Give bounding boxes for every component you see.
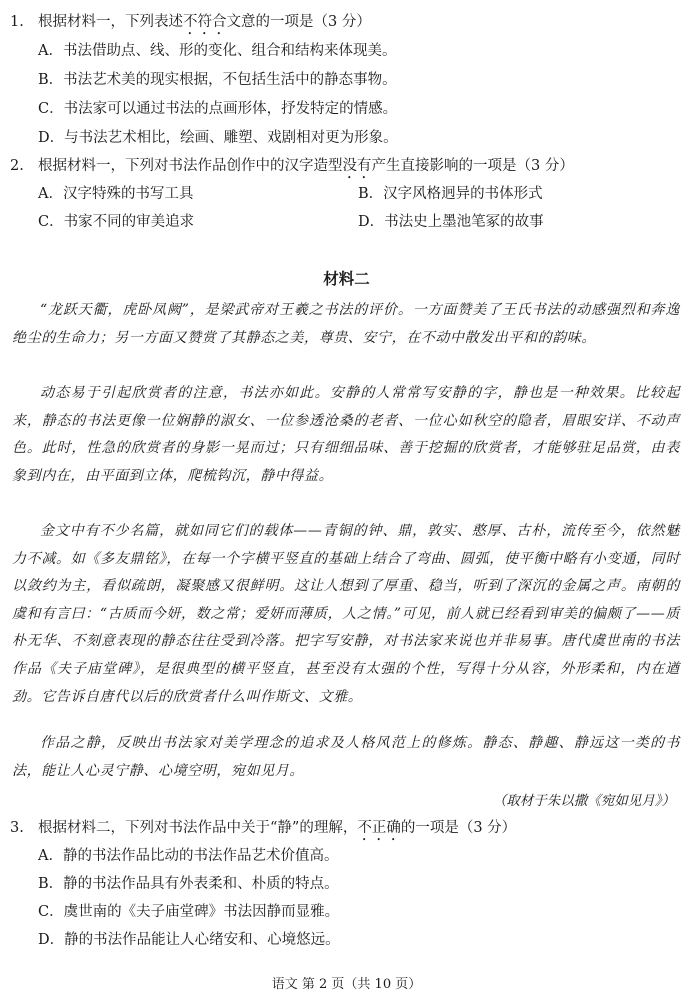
question-1-number: 1.	[10, 14, 24, 30]
question-1-option-d: D．与书法艺术相比，绘画、雕塑、戏剧相对更为形象。	[38, 130, 398, 146]
question-1-stem-emphasis: 不符合	[183, 14, 227, 30]
material-2-paragraph-1: “龙跃天衢，虎卧凤阙”，是梁武帝对王羲之书法的评价。一方面赞美了王氏书法的动感强烈和奔逸绝尘的生命力；另一方面又赞赏了其静态之美，尊贵、安宁，在不动中散发出平和的韵味。	[12, 302, 680, 346]
question-1-stem-pre: 根据材料一，下列表述	[38, 14, 183, 30]
question-3-stem-post: 的一项是（3 分）	[400, 820, 517, 836]
question-1-stem	[10, 12, 683, 38]
question-1-stem-post: 文意的一项是（3 分）	[226, 14, 371, 30]
question-2-stem-emphasis: 没有	[342, 158, 372, 174]
question-2-option-d: D．书法史上墨池笔冢的故事	[358, 214, 544, 230]
material-2-paragraph-3: 金文中有不少名篇，就如同它们的载体——青铜的钟、鼎，敦实、憨厚、古朴，流传至今，依然魅力不减。如《多友鼎铭》，在每一个字横平竖直的基础上结合了弯曲、圆弧，使平衡中略有小变通，同时以敛约为主，看似疏朗，凝聚感又很鲜明。这让人想到了厚重、稳当，听到了深沉的金属之声。南朝的虞和有言曰：“古质而今妍，数之常；爱妍而薄质，人之情。”可见，前人就已经看到审美的偏颇了——质朴无华、不刻意表现的静态往往受到冷落。把字写安静，对书法家来说也并非易事。唐代虞世南的书法作品《夫子庙堂碑》，是很典型的横平竖直，甚至没有太强的个性，写得十分从容，外形柔和，内在遒劲。它告诉自唐代以后的欣赏者什么叫作斯文、文雅。	[12, 523, 680, 705]
question-2-stem-post: 产生直接影响的一项是（3 分）	[371, 158, 574, 174]
question-3-option-c: C．虞世南的《夫子庙堂碑》书法因静而显雅。	[38, 904, 340, 920]
question-3-stem-emphasis: 不正确	[357, 820, 401, 836]
question-3-option-d: D．静的书法作品能让人心绪安和、心境悠远。	[38, 932, 340, 948]
material-2-paragraph-4: 作品之静，反映出书法家对美学理念的追求及人格风范上的修炼。静态、静趣、静远这一类的书法，能让人心灵宁静、心境空明，宛如见月。	[12, 735, 680, 779]
question-1-option-a: A．书法借助点、线、形的变化、组合和结构来体现美。	[38, 43, 397, 59]
question-2-number: 2.	[10, 158, 24, 174]
question-1-option-c: C．书法家可以通过书法的点画形体，抒发特定的情感。	[38, 101, 398, 117]
question-1-option-b: B．书法艺术美的现实根据，不包括生活中的静态事物。	[38, 72, 397, 88]
page-footer: 语文 第 2 页（共 10 页）	[271, 977, 422, 992]
question-3-stem	[10, 818, 683, 844]
question-2-stem-pre: 根据材料一，下列对书法作品创作中的汉字造型	[38, 158, 343, 174]
question-2-option-b: B．汉字风格迥异的书体形式	[358, 186, 543, 202]
question-2-option-a: A．汉字特殊的书写工具	[38, 186, 194, 202]
material-2-paragraph-2: 动态易于引起欣赏者的注意，书法亦如此。安静的人常常写安静的字，静也是一种效果。比较起来，静态的书法更像一位娴静的淑女、一位参透沧桑的老者、一位心如秋空的隐者，眉眼安详、不动声色。此时，性急的欣赏者的身影一晃而过；只有细细品味、善于挖掘的欣赏者，才能够驻足品赏，由表象到内在，由平面到立体，爬梳钩沉，静中得益。	[12, 385, 680, 484]
material-2-source: （取材于朱以撒《宛如见月》）	[492, 793, 675, 809]
question-2-option-c: C．书家不同的审美追求	[38, 214, 195, 230]
question-3-number: 3.	[10, 820, 24, 836]
material-2-heading: 材料二	[323, 269, 370, 288]
question-3-option-b: B．静的书法作品具有外表柔和、朴质的特点。	[38, 876, 339, 892]
question-3-stem-pre: 根据材料二，下列对书法作品中关于“静”的理解，	[38, 820, 358, 836]
question-2-stem	[10, 156, 683, 182]
question-3-option-a: A．静的书法作品比动的书法作品艺术价值高。	[38, 848, 339, 864]
